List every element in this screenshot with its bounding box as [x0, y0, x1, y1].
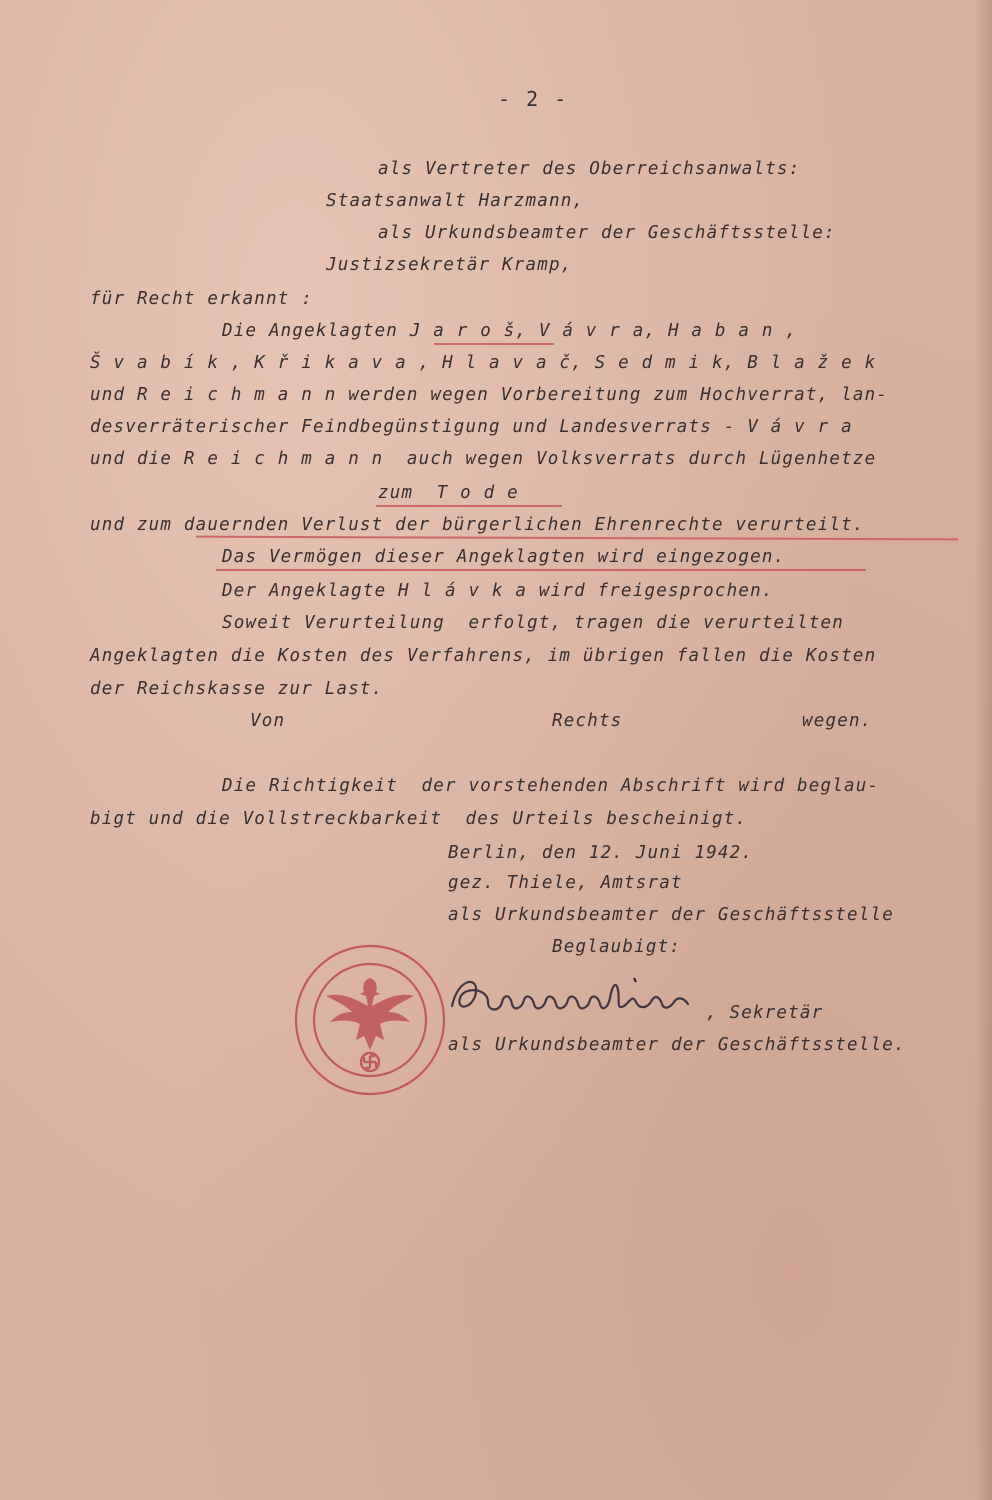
- text-line-clerk-role: als Urkundsbeamter der Geschäftsstelle:: [378, 223, 836, 243]
- text-line-certification-1: Die Richtigkeit der vorstehenden Abschrift wird beglau-: [222, 776, 880, 796]
- red-underline-death-sentence: [376, 505, 562, 507]
- text-line-judgment-intro: für Recht erkannt :: [90, 289, 313, 309]
- text-line-secretary-role: als Urkundsbeamter der Geschäftsstelle.: [448, 1035, 906, 1055]
- handwritten-signature-icon: [448, 968, 708, 1028]
- text-line-sentence-death: zum T o d e: [378, 483, 519, 503]
- text-line-charges-1: und R e i c h m a n n werden wegen Vorbereitung zum Hochverrat, lan-: [90, 385, 889, 405]
- text-line-sentence-rights: und zum dauernden Verlust der bürgerlichen Ehrenrechte verurteilt.: [90, 515, 865, 535]
- text-line-clerk-name: Justizsekretär Kramp,: [326, 255, 573, 275]
- red-underline-jaros: [434, 343, 554, 345]
- text-line-defendants-1: Die Angeklagten J a r o š, V á v r a, H a b a n ,: [222, 321, 798, 341]
- text-line-certified: Beglaubigt:: [552, 937, 682, 957]
- text-line-charges-3: und die R e i c h m a n n auch wegen Volksverrats durch Lügenhetze: [90, 449, 877, 469]
- red-underline-rights: [196, 536, 958, 541]
- text-line-charges-2: desverräterischer Feindbegünstigung und Landesverrats - V á v r a: [90, 417, 853, 437]
- text-line-place-date: Berlin, den 12. Juni 1942.: [448, 843, 754, 863]
- text-line-costs-1: Soweit Verurteilung erfolgt, tragen die verurteilten: [222, 613, 845, 633]
- page-number: - 2 -: [498, 87, 569, 111]
- text-line-secretary-title: , Sekretär: [706, 1003, 824, 1023]
- paper-edge-shadow: [974, 0, 992, 1500]
- text-line-confiscation: Das Vermögen dieser Angeklagten wird eingezogen.: [222, 547, 786, 567]
- text-line-signer-role: als Urkundsbeamter der Geschäftsstelle: [448, 905, 894, 925]
- text-line-costs-3: der Reichskasse zur Last.: [90, 679, 384, 699]
- red-underline-confiscation: [216, 569, 866, 571]
- text-line-prosecutor-name: Staatsanwalt Harzmann,: [326, 191, 585, 211]
- text-word-von: Von: [250, 711, 286, 731]
- text-word-rechts: Rechts: [552, 711, 623, 731]
- text-line-certification-2: bigt und die Vollstreckbarkeit des Urteils bescheinigt.: [90, 809, 748, 829]
- text-line-signed-by: gez. Thiele, Amtsrat: [448, 873, 683, 893]
- official-stamp-icon: [290, 940, 450, 1100]
- text-word-wegen: wegen.: [802, 711, 873, 731]
- text-line-defendants-2: Š v a b í k , K ř i k a v a , H l a v a č, S e d m i k, B l a ž e k: [90, 353, 877, 373]
- text-line-acquittal: Der Angeklagte H l á v k a wird freigesprochen.: [222, 581, 774, 601]
- text-line-costs-2: Angeklagten die Kosten des Verfahrens, im übrigen fallen die Kosten: [90, 646, 877, 666]
- text-line-prosecutor-role: als Vertreter des Oberreichsanwalts:: [378, 159, 801, 179]
